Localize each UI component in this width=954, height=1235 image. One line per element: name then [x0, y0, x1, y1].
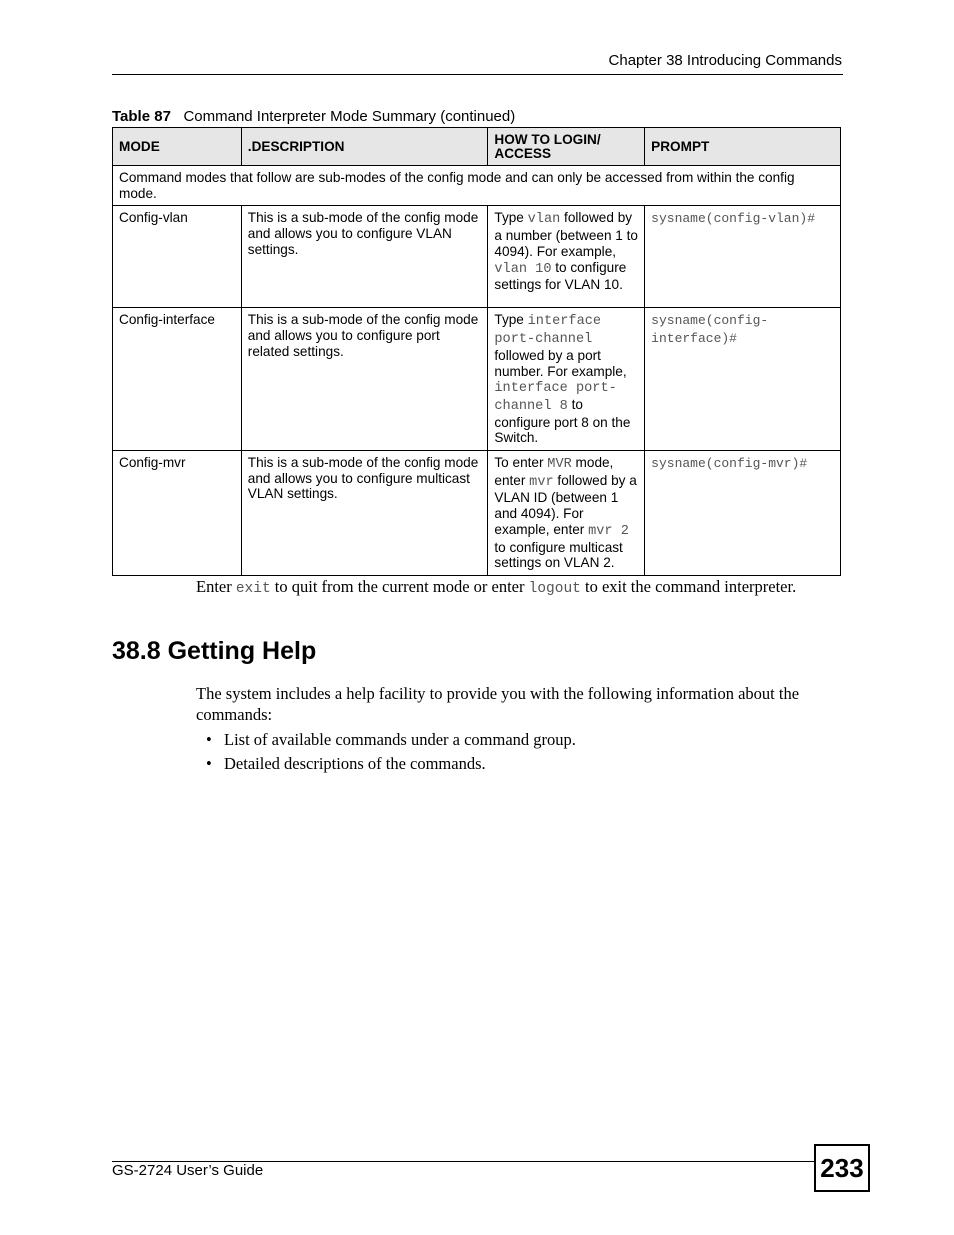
access-command: interface port-channel: [494, 314, 602, 348]
access-text: to configure settings for VLAN 10.: [494, 259, 627, 293]
access-cell: [488, 206, 645, 308]
access-command: interface port-channel 8: [494, 381, 617, 414]
prompt-cell: sysname(config-mvr)#: [645, 451, 841, 576]
column-header-prompt: PROMPT: [645, 128, 841, 166]
bullet-icon: •: [206, 730, 212, 749]
mode-cell: Config-mvr: [113, 451, 242, 576]
exit-text: to quit from the current mode or enter: [270, 577, 529, 596]
access-cell: [488, 308, 645, 451]
page-number: 233: [814, 1144, 870, 1192]
header-rule: [112, 74, 843, 75]
logout-command: logout: [528, 581, 581, 597]
access-text: followed by a VLAN ID (between 1 and 4094). For example, enter: [494, 472, 637, 537]
table-note: Command modes that follow are sub-modes of the config mode and can only be accessed from within the config mode.: [113, 166, 841, 206]
table-row: [113, 308, 841, 451]
help-bullet-list: [196, 730, 576, 778]
column-header-mode: MODE: [113, 128, 242, 166]
command-mode-table: [112, 127, 841, 576]
exit-text: Enter: [196, 577, 236, 596]
section-title: 38.8 Getting Help: [112, 637, 317, 665]
exit-text: to exit the command interpreter.: [580, 577, 797, 596]
guide-title: GS-2724 User’s Guide: [112, 1162, 264, 1179]
list-item-text: List of available commands under a command group.: [224, 730, 576, 749]
list-item: [196, 754, 576, 778]
table-row: [113, 451, 841, 576]
table-caption: [112, 108, 515, 125]
access-command: mvr: [529, 474, 554, 490]
access-text: followed by a number (between 1 to 4094). For example,: [494, 210, 638, 259]
access-command: MVR: [547, 457, 572, 473]
prompt-cell: sysname(config-interface)#: [645, 308, 841, 451]
column-header-description: .DESCRIPTION: [241, 128, 488, 166]
access-text: To enter: [494, 455, 548, 471]
access-command: vlan: [527, 212, 561, 228]
bullet-icon: •: [206, 754, 212, 773]
table-header-row: [113, 128, 841, 166]
table-note-row: [113, 166, 841, 206]
list-item-text: Detailed descriptions of the commands.: [224, 754, 486, 773]
description-cell: This is a sub-mode of the config mode and allows you to configure multicast VLAN settings.: [241, 451, 488, 576]
access-text: mode, enter: [494, 455, 614, 488]
description-cell: This is a sub-mode of the config mode and allows you to configure VLAN settings.: [241, 206, 488, 308]
exit-command: exit: [235, 581, 271, 597]
table-caption-label: Table 87: [112, 108, 171, 125]
access-text: Type: [494, 210, 528, 226]
table-caption-text: Command Interpreter Mode Summary (continued): [183, 108, 516, 125]
access-text: to configure port 8 on the Switch.: [494, 396, 631, 446]
exit-paragraph: [196, 577, 836, 600]
access-cell: [488, 451, 645, 576]
access-text: followed by a port number. For example,: [494, 347, 627, 379]
chapter-header: Chapter 38 Introducing Commands: [608, 52, 842, 69]
access-text: to configure multicast settings on VLAN 2.: [494, 539, 623, 571]
column-header-access: HOW TO LOGIN/ ACCESS: [488, 128, 645, 166]
list-item: [196, 730, 576, 754]
access-command: mvr 2: [588, 523, 629, 539]
help-intro: The system includes a help facility to provide you with the following information about the commands:: [196, 684, 800, 724]
access-command: vlan 10: [494, 261, 552, 277]
prompt-cell: sysname(config-vlan)#: [645, 206, 841, 308]
mode-cell: Config-interface: [113, 308, 242, 451]
description-cell: This is a sub-mode of the config mode and allows you to configure port related settings.: [241, 308, 488, 451]
table-row: [113, 206, 841, 308]
mode-cell: Config-vlan: [113, 206, 242, 308]
access-text: Type: [494, 312, 528, 328]
